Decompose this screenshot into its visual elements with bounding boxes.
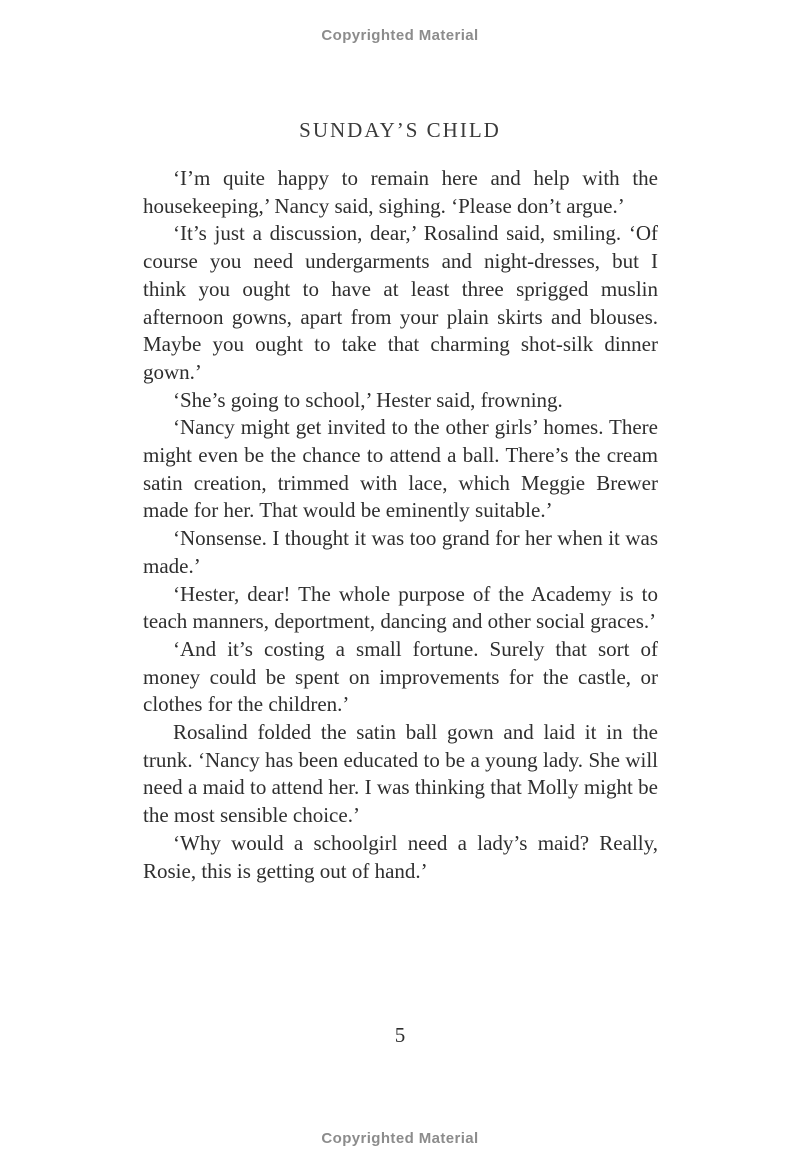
paragraph: ‘Nonsense. I thought it was too grand for her when it was made.’ [143,526,658,578]
paragraph: ‘It’s just a discussion, dear,’ Rosalind said, smiling. ‘Of course you need undergarments and night-dresses, but I think you ought to have at least three sprigged muslin afternoon gowns, apart from your plain skirts and blouses. Maybe you ought to take that charming shot-silk dinner gown.’ [143,221,658,384]
paragraph: ‘Nancy might get invited to the other girls’ homes. There might even be the chance to attend a ball. There’s the cream satin creation, trimmed with lace, which Meggie Brewer made for her. That would be eminently suitable.’ [143,415,658,523]
paragraph: ‘Hester, dear! The whole purpose of the Academy is to teach manners, deportment, dancing and other social graces.’ [143,581,658,634]
copyright-notice-top: Copyrighted Material [321,27,479,44]
page-number: 5 [394,1023,406,1047]
paragraph: ‘She’s going to school,’ Hester said, frowning. [173,387,563,412]
paragraph: ‘And it’s costing a small fortune. Surely that sort of money could be spent on improvements for the castle, or clothes for the children.’ [143,636,658,717]
paragraph: Rosalind folded the satin ball gown and laid it in the trunk. ‘Nancy has been educated to be a young lady. She will need a maid to attend her. I was thinking that Molly might be the most sensible choice.’ [143,720,658,828]
running-head-title: SUNDAY’S CHILD [299,118,501,142]
body-text [143,165,658,885]
copyright-notice-bottom: Copyrighted Material [321,1130,479,1147]
paragraph: ‘Why would a schoolgirl need a lady’s maid? Really, Rosie, this is getting out of hand.’ [143,830,658,883]
paragraph: ‘I’m quite happy to remain here and help with the housekeeping,’ Nancy said, sighing. ‘Please don’t argue.’ [143,166,658,218]
